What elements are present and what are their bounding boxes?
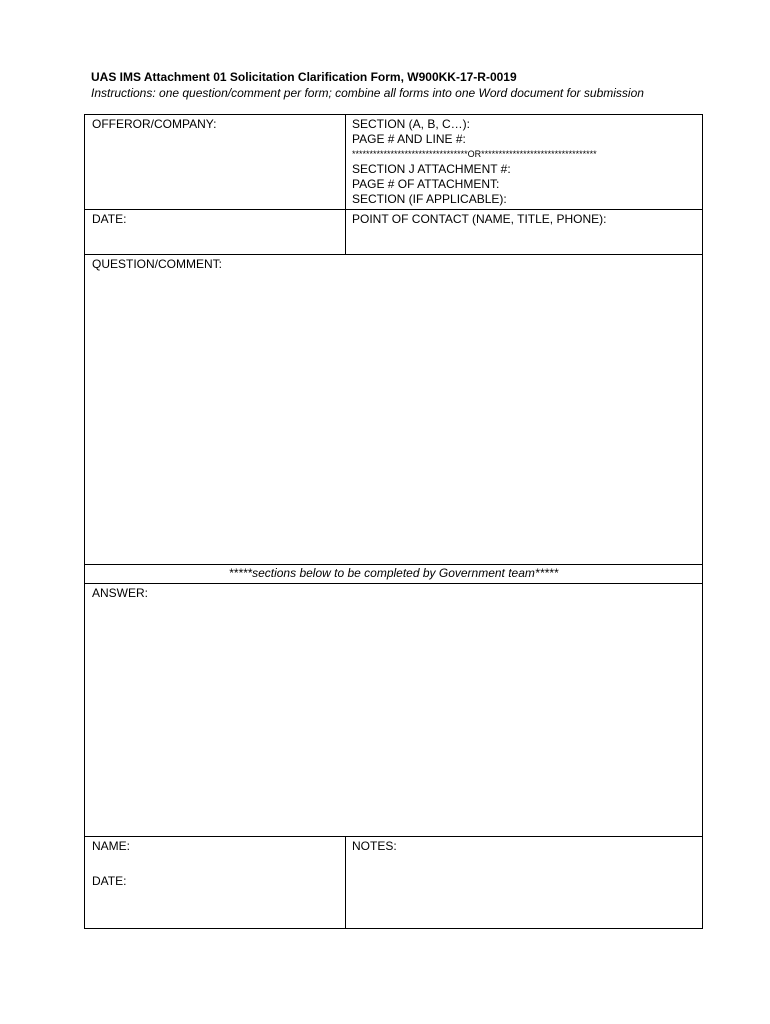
column-divider	[345, 115, 346, 254]
question-comment-label: QUESTION/COMMENT:	[92, 257, 223, 271]
date-field[interactable]	[85, 210, 345, 254]
offeror-company-field[interactable]	[85, 115, 345, 209]
notes-label: NOTES:	[352, 839, 397, 853]
clarification-form	[84, 114, 703, 929]
government-name-date-field[interactable]	[85, 837, 345, 928]
question-comment-field[interactable]	[85, 255, 702, 564]
page-of-attachment-label: PAGE # OF ATTACHMENT:	[352, 177, 500, 191]
page-line-label: PAGE # AND LINE #:	[352, 132, 466, 146]
column-divider	[345, 836, 346, 928]
section-j-attachment-label: SECTION J ATTACHMENT #:	[352, 162, 511, 176]
offeror-company-label: OFFEROR/COMPANY:	[92, 117, 217, 131]
government-team-note: *****sections below to be completed by Government team*****	[228, 566, 559, 580]
point-of-contact-label: POINT OF CONTACT (NAME, TITLE, PHONE):	[352, 212, 607, 226]
section-if-applicable-label: SECTION (IF APPLICABLE):	[352, 192, 507, 206]
answer-field[interactable]	[85, 584, 702, 836]
or-separator: *********************************OR*********************************	[352, 149, 597, 159]
name-label: NAME:	[92, 839, 131, 853]
page-title: UAS IMS Attachment 01 Solicitation Clarification Form, W900KK-17-R-0019	[91, 70, 517, 84]
answer-label: ANSWER:	[92, 586, 149, 600]
point-of-contact-field[interactable]	[345, 210, 702, 254]
section-label: SECTION (A, B, C…):	[352, 117, 471, 131]
government-date-label: DATE:	[92, 874, 127, 888]
instructions-text: Instructions: one question/comment per form; combine all forms into one Word document for submission	[91, 86, 644, 100]
section-reference-field[interactable]	[345, 115, 702, 209]
notes-field[interactable]	[345, 837, 702, 928]
date-label: DATE:	[92, 212, 127, 226]
